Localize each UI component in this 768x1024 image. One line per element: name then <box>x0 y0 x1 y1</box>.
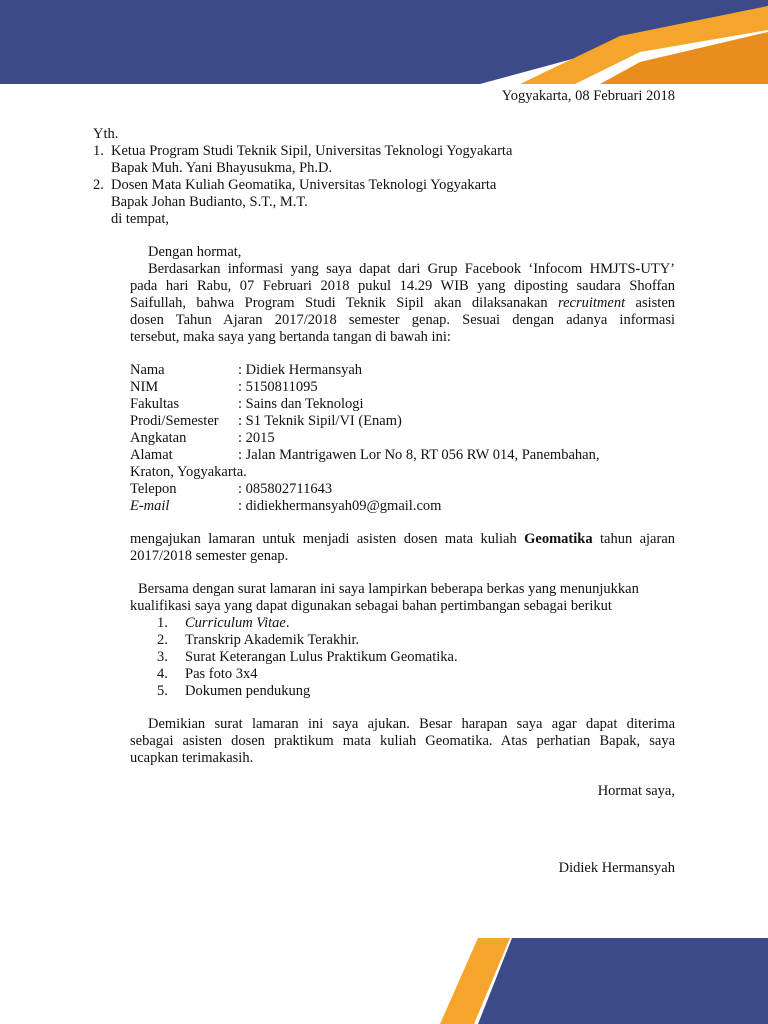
application-line-1 <box>130 531 675 548</box>
attachment-number: 1. <box>157 615 168 631</box>
field-label-alamat: Alamat <box>130 447 173 463</box>
intro-line-4: dosen Tahun Ajaran 2017/2018 semester genap. Sesuai dengan adanya informasi <box>130 312 675 328</box>
intro-line-3c: asisten <box>635 295 676 311</box>
salutation-yth: Yth. <box>93 126 119 142</box>
attachment-item: Transkrip Akademik Terakhir. <box>185 632 360 648</box>
field-label-nama: Nama <box>130 362 165 378</box>
footer-decoration <box>0 938 768 1024</box>
attachment-item <box>185 615 289 632</box>
signoff: Hormat saya, <box>597 783 675 799</box>
intro-line-3a: Saifullah, bahwa Program Studi Teknik Sipil akan dilaksanakan <box>130 295 548 311</box>
application-line-2: 2017/2018 semester genap. <box>130 548 289 564</box>
attachment-number: 5. <box>157 683 168 699</box>
signature-name: Didiek Hermansyah <box>558 860 675 876</box>
field-label-nim: NIM <box>130 379 159 395</box>
recipient-1-title: Ketua Program Studi Teknik Sipil, Universitas Teknologi Yogyakarta <box>111 143 513 159</box>
application-line-1c: tahun ajaran <box>599 531 676 547</box>
closing-line-3: ucapkan terimakasih. <box>130 750 254 766</box>
greeting: Dengan hormat, <box>148 244 242 260</box>
recipient-1-name: Bapak Muh. Yani Bhayusukma, Ph.D. <box>111 160 333 176</box>
attachment-item: Surat Keterangan Lulus Praktikum Geomatika. <box>185 649 458 665</box>
field-value-telepon: : 085802711643 <box>238 481 333 497</box>
intro-line-2: pada hari Rabu, 07 Februari 2018 pukul 14.29 WIB yang diposting saudara Shoffan <box>130 278 675 294</box>
recipient-2-title: Dosen Mata Kuliah Geomatika, Universitas Teknologi Yogyakarta <box>111 177 497 193</box>
recipient-place: di tempat, <box>111 211 169 227</box>
attachments-intro-line-2: kualifikasi saya yang dapat digunakan sebagai bahan pertimbangan sebagai berikut <box>130 598 612 614</box>
attachment-number: 4. <box>157 666 168 682</box>
field-label-prodi: Prodi/Semester <box>130 413 219 429</box>
recruitment-term: recruitment <box>558 295 626 311</box>
attachment-number: 2. <box>157 632 168 648</box>
footer-navy-band <box>478 938 768 1024</box>
field-value-prodi: : S1 Teknik Sipil/VI (Enam) <box>238 413 402 429</box>
field-value-angkatan: : 2015 <box>238 430 275 446</box>
field-value-email: : didiekhermansyah09@gmail.com <box>238 498 442 514</box>
field-value-alamat-continued: Kraton, Yogyakarta. <box>130 464 247 480</box>
header-decoration <box>0 0 768 84</box>
field-value-alamat: : Jalan Mantrigawen Lor No 8, RT 056 RW 014, Panembahan, <box>238 447 600 463</box>
field-value-nama: : Didiek Hermansyah <box>238 362 363 378</box>
date-line: Yogyakarta, 08 Februari 2018 <box>501 88 675 104</box>
recipient-2-number: 2. <box>93 177 104 193</box>
application-line-1a: mengajukan lamaran untuk menjadi asisten dosen mata kuliah <box>130 531 517 547</box>
intro-line-3 <box>130 295 675 312</box>
closing-line-1: Demikian surat lamaran ini saya ajukan. Besar harapan saya agar dapat diterima <box>148 716 675 732</box>
attachments-intro-line-1: Bersama dengan surat lamaran ini saya lampirkan beberapa berkas yang menunjukkan <box>138 581 639 597</box>
course-name: Geomatika <box>524 531 593 547</box>
recipient-1-number: 1. <box>93 143 104 159</box>
intro-line-1: Berdasarkan informasi yang saya dapat dari Grup Facebook ‘Infocom HMJTS-UTY’ <box>148 261 675 277</box>
field-value-fakultas: : Sains dan Teknologi <box>238 396 364 412</box>
field-label-telepon: Telepon <box>130 481 177 497</box>
field-label-angkatan: Angkatan <box>130 430 187 446</box>
attachment-item-cv: Curriculum Vitae <box>185 615 286 631</box>
field-label-fakultas: Fakultas <box>130 396 180 412</box>
attachment-item: Dokumen pendukung <box>185 683 311 699</box>
recipient-2-name: Bapak Johan Budianto, S.T., M.T. <box>111 194 308 210</box>
field-label-email: E-mail <box>130 498 170 514</box>
attachment-item: Pas foto 3x4 <box>185 666 258 682</box>
attachment-number: 3. <box>157 649 168 665</box>
field-value-nim: : 5150811095 <box>238 379 318 395</box>
intro-line-5: tersebut, maka saya yang bertanda tangan di bawah ini: <box>130 329 451 345</box>
closing-line-2: sebagai asisten dosen praktikum mata kuliah Geomatika. Atas perhatian Bapak, saya <box>130 733 675 749</box>
attachment-item-suffix: . <box>285 615 290 631</box>
